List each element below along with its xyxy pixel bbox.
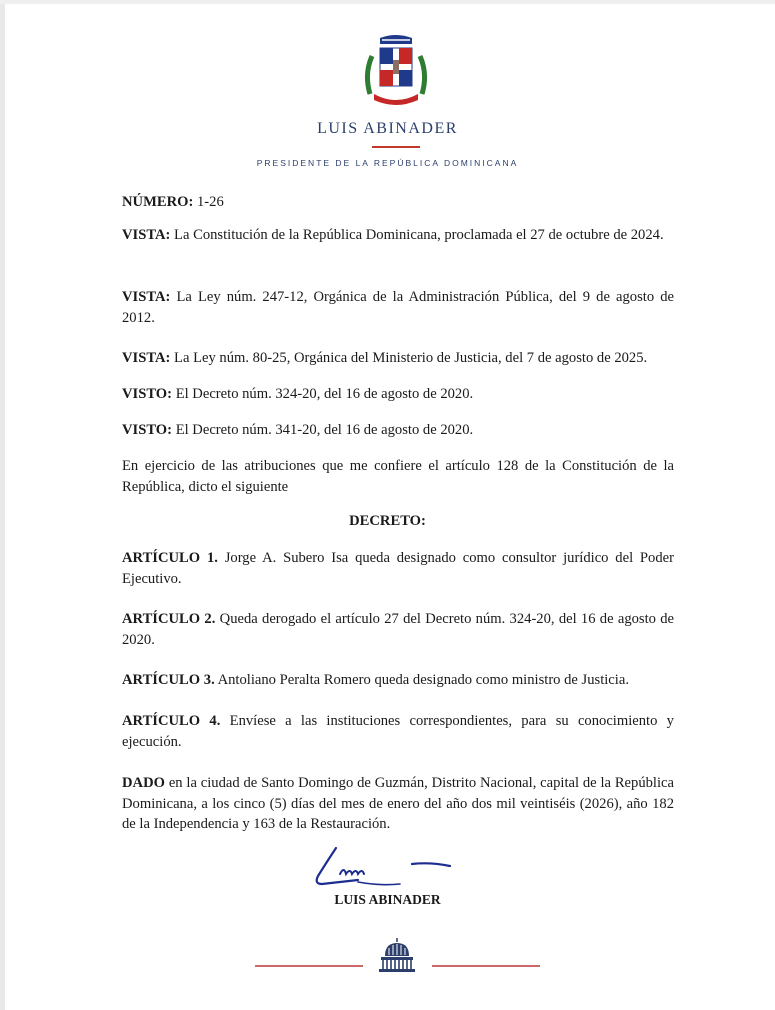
considerando-label: VISTO: <box>122 386 173 402</box>
considerando-label: VISTO: <box>122 422 173 438</box>
considerando-text: La Constitución de la República Dominicana, proclamada el 27 de octubre de 2024. <box>174 227 664 243</box>
header-president-name: LUIS ABINADER <box>317 120 458 137</box>
header-red-rule <box>372 146 420 148</box>
considerando-1 <box>122 225 674 246</box>
considerando-text: El Decreto núm. 324-20, del 16 de agosto de 2020. <box>175 386 474 402</box>
articulo-text: Queda derogado el artículo 27 del Decreto núm. 324-20, del 16 de agosto de 2020. <box>122 611 674 648</box>
articulo-text: Envíese a las instituciones correspondientes, para su conocimiento y ejecución. <box>122 713 674 750</box>
considerando-text: La Ley núm. 247-12, Orgánica de la Administración Pública, del 9 de agosto de 2012. <box>122 289 674 326</box>
considerando-text: La Ley núm. 80-25, Orgánica del Ministerio de Justicia, del 7 de agosto de 2025. <box>174 350 648 366</box>
articulo-text: Jorge A. Subero Isa queda designado como consultor jurídico del Poder Ejecutivo. <box>122 550 674 587</box>
dado-label: DADO <box>122 775 165 791</box>
numero-label: NÚMERO: <box>122 194 194 210</box>
articulo-1 <box>122 548 674 589</box>
numero-value: 1-26 <box>197 194 224 210</box>
considerando-label: VISTA: <box>122 350 171 366</box>
articulo-label: ARTÍCULO 2. <box>122 611 216 627</box>
ejercicio-paragraph: En ejercicio de las atribuciones que me confiere el artículo 128 de la Constitución de la República, dicto el siguiente <box>122 458 674 495</box>
articulo-4 <box>122 711 674 752</box>
considerando-5 <box>122 420 674 441</box>
coat-of-arms-icon <box>362 34 430 106</box>
considerando-label: VISTA: <box>122 289 171 305</box>
national-palace-dome-icon <box>377 936 417 972</box>
footer-rule-right <box>432 965 540 967</box>
decreto-heading: DECRETO: <box>349 513 426 529</box>
articulo-text: Antoliano Peralta Romero queda designado como ministro de Justicia. <box>217 672 629 688</box>
considerando-4 <box>122 384 674 405</box>
handwritten-signature-icon <box>300 840 460 895</box>
considerando-3 <box>122 348 674 369</box>
articulo-label: ARTÍCULO 4. <box>122 713 221 729</box>
articulo-3 <box>122 670 674 691</box>
considerando-label: VISTA: <box>122 227 171 243</box>
considerando-2 <box>122 287 674 328</box>
articulo-label: ARTÍCULO 3. <box>122 672 215 688</box>
signatory-name: LUIS ABINADER <box>334 892 441 907</box>
page-top-shadow <box>0 0 775 4</box>
articulo-label: ARTÍCULO 1. <box>122 550 218 566</box>
articulo-2 <box>122 609 674 650</box>
considerando-text: El Decreto núm. 341-20, del 16 de agosto de 2020. <box>175 422 474 438</box>
page-edge-shadow <box>0 0 5 1010</box>
numero-line <box>122 192 674 213</box>
footer-rule-left <box>255 965 363 967</box>
header-president-title: PRESIDENTE DE LA REPÚBLICA DOMINICANA <box>256 158 519 168</box>
dado-text: en la ciudad de Santo Domingo de Guzmán, Distrito Nacional, capital de la República Dominicana, a los cinco (5) días del mes de enero del año dos mil veintiséis (2026), año 182 de la Independencia y 163 de la Restauración. <box>122 775 674 832</box>
dado-paragraph <box>122 773 674 835</box>
